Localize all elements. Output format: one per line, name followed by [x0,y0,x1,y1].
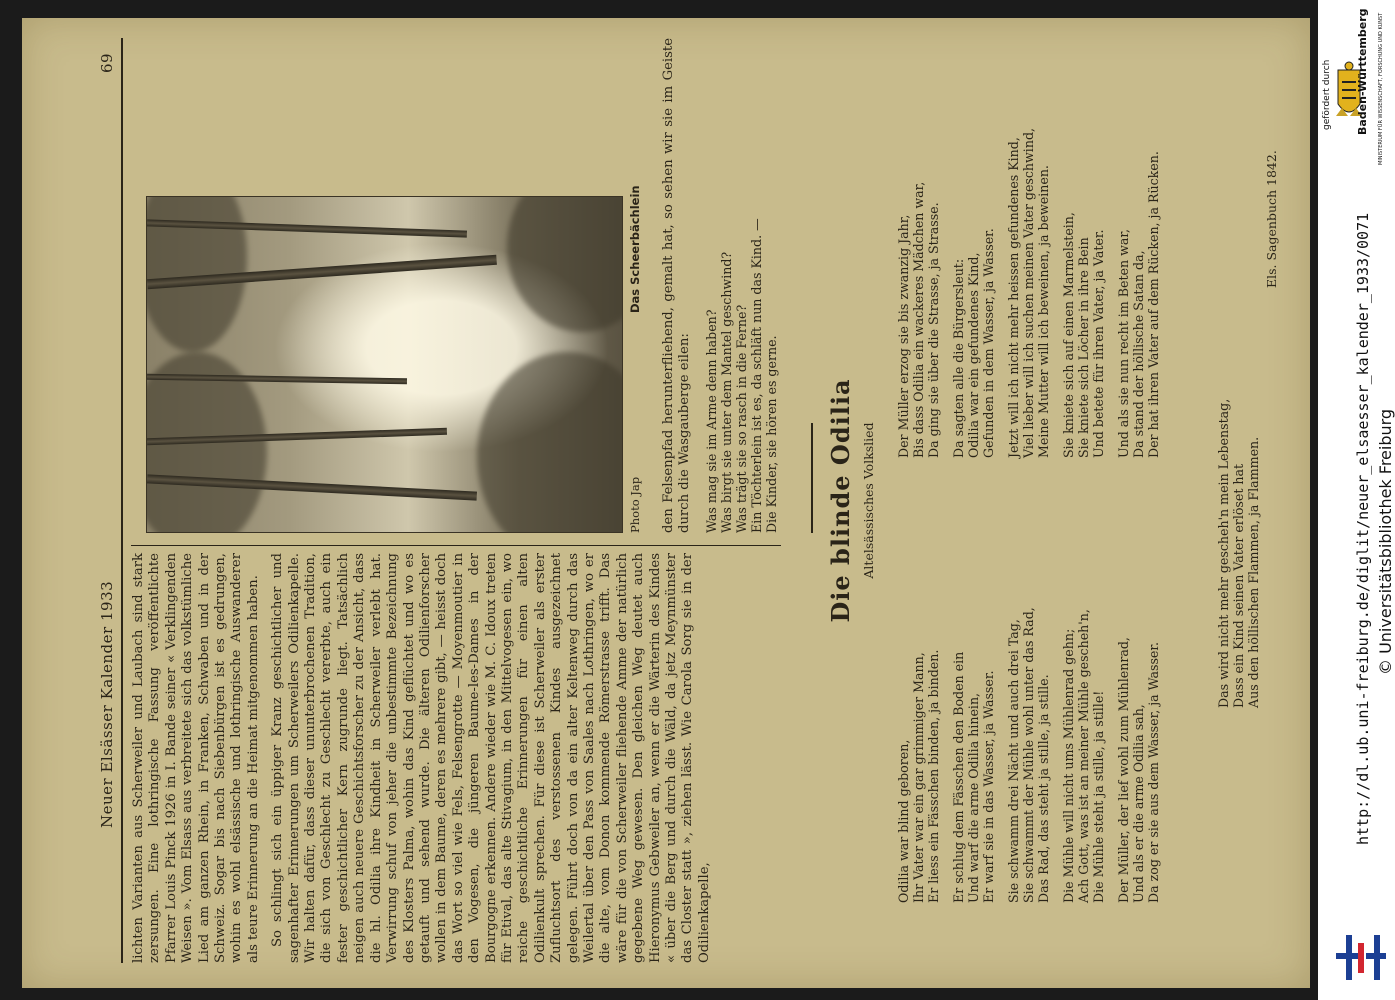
poem-line: Meine Mutter will ich beweinen, ja beweinen. [1036,165,1051,458]
permalink-url[interactable]: http://dl.ub.uni-freiburg.de/diglit/neuer_elsaesser_kalender_1933/0071 [1354,212,1372,845]
scanned-page [22,18,1310,988]
funded-by-label: gefördert durch [1322,59,1332,130]
column-divider [131,545,781,546]
poem-line: Jetzt will ich nicht mehr heissen gefundenes Kind, [1006,137,1021,458]
poem-subtitle: Altelsässisches Volkslied [861,422,876,579]
poem-line: Bis dass Odilia ein wackeres Mädchen war, [911,181,926,458]
poem-line: Da zog er sie aus dem Wasser, ja Wasser. [1146,641,1161,903]
poem-line: Sie schwammt der Mühle wohl unter das Rad, [1021,607,1036,903]
poem-line: Und warf die arme Odilia hinein, [966,692,981,903]
verse-line: Ein Töchterlein ist es, da schläft nun das Kind. — [749,218,764,533]
poem-line: Und als er die arme Odilia sah, [1131,704,1146,903]
poem-line: Aus den höllischen Flammen, ja Flammen. [1246,436,1261,708]
poem-line: Ach Gott, was ist an meiner Mühle gescheh'n, [1076,609,1091,903]
poem-line: Da stand der höllische Satan da, [1131,250,1146,458]
poem-line: Und betete für ihren Vater, ja Vater. [1091,229,1106,458]
poem-final-stanza [1216,288,1261,708]
library-logo-icon [1336,935,1386,980]
verse-line: Was trägt sie so rasch in die Ferne? [734,304,749,533]
ministry-name: MINISTERIUM FÜR WISSENSCHAFT, FORSCHUNG UND KUNST [1378,12,1384,165]
poem-line: Er liess ein Fässchen binden, ja binden. [926,649,941,903]
photo-credit: Photo Jap [628,476,642,533]
library-sidebar [1318,0,1395,1000]
poem-line: Das Rad, das steht ja stille, ja stille. [1036,674,1051,903]
poem-line: Ihr Vater war ein gar grimmiger Mann, [911,652,926,903]
verse-line: Was birgt sie unter dem Mantel geschwind? [719,251,734,533]
poem-line: Viel lieber will ich suchen meinen Vater geschwind, [1021,127,1036,458]
poem-title: Die blinde Odilia [826,378,855,623]
running-head: Neuer Elsässer Kalender 1933 [98,580,116,828]
poem-source: Els. Sagenbuch 1842. [1264,150,1279,288]
poem-line: Sie kniete sich Löcher in ihre Bein [1076,237,1091,458]
poem-line: Da sagten alle die Bürgersleut: [951,258,966,458]
page-content [36,28,1296,978]
photo-caption: Das Scheerbächlein [628,185,642,313]
poem-line: Dass ein Kind seinen Vater erlöset hat [1231,463,1246,708]
poem-line: Odilia war blind geboren, [896,739,911,903]
landscape-photo [146,196,623,533]
poem-left-column [896,483,1161,903]
paragraph: den Felsenpfad herunterfliehend, gemalt hat, so sehen wir sie im Geiste durch die Wasgauberge eilen: [661,38,693,533]
poem-right-column [896,28,1161,458]
poem-separator [811,423,813,533]
poem-line: Der hat ihren Vater auf dem Rücken, ja Rücken. [1146,151,1161,458]
paragraph: So schlingt sich ein üppiger Kranz geschichtlicher und sagenhafter Erinnerungen um Scherweilers Odilienkapelle. Wir halten dafür, dass dieser ununterbrochenen Tradition, die sich von Geschlecht zu Geschlecht vererbte, auch ein fester geschichtlicher Kern zugrunde liegt. Tatsächlich neigen auch neuere Geschichtsforscher zu der Ansicht, dass die hl. Odilia ihre Kindheit in Scherweiler verlebt hat. Verwirrung schuf von jeher die unbestimmte Bezeichnung des Klosters Palma, wohin das Kind geflüchtet und wo es getauft und sehend wurde. Die älteren Odilienforscher wollen in dem Baume, deren es mehrere gibt, — heisst doch das Wort so viel wie Fels, Felsengrotte — Moyenmoutier in den Vogesen, die jüngeren Baume-les-Dames in der Bourgogne erkennen. Andere wieder wie M. C. Idoux treten für Etival, das alte Stivagium, in den Mittelvogesen ein, wo reiche geschichtliche Erinnerungen für einen alten Odilienkult sprechen. Für diese ist Scherweiler als erster Zufluchtsort des verstossenen Kindes ausgezeichnet gelegen. Führt doch von da ein alter Keltenweg durch das Weilertal über den Pass von Saales nach Lothringen, wo er die alte, vom Donon kommende Römerstrasse trifft. Das wäre für die von Scherweiler fliehende Amme der natürlich gegebene Weg gewesen. Den gleichen Weg deutet auch Hieronymus Gebweiler an, wenn er die Wärterin des Kindes « über die Berg und durch die Wäld, da jetz Meynmünster das Closter statt », ziehen lässt. Wie Carola Sorg sie in der Odilienkapelle, [270,553,712,963]
poem-line: Sie kniete sich auf einen Marmelstein, [1061,212,1076,458]
state-name: Baden-Württemberg [1356,8,1369,135]
page-number: 69 [98,52,116,73]
poem-line: Und als sie nun recht im Beten war, [1116,228,1131,458]
poem-line: Die Mühle steht ja stille, ja stille! [1091,690,1106,903]
header-rule [121,38,123,963]
poem-line: Das wird nicht mehr gescheh'n mein Lebenstag, [1216,398,1231,708]
poem-line: Gefunden in dem Wasser, ja Wasser. [981,228,996,458]
poem-line: Er warf sie in das Wasser, ja Wasser. [981,670,996,903]
poem-line: Sie schwamm drei Nächt und auch drei Tag, [1006,619,1021,903]
poem-line: Er schlug dem Fässchen den Boden ein [951,651,966,903]
verse-line: Die Kinder, sie hören es gerne. [764,335,779,533]
poem-line: Der Müller erzog sie bis zwanzig Jahr, [896,214,911,458]
poem-line: Der Müller, der lief wohl zum Mühlenrad, [1116,637,1131,903]
poem-line: Da ging sie über die Strasse, ja Strasse. [926,202,941,458]
paragraph: lichten Varianten aus Scherweiler und Laubach sind stark zersungen. Eine lothringische Fassung veröffentlichte Pfarrer Louis Pinck 1926 in I. Bande seiner « Verklingenden Weisen ». Vom Elsass aus verbreitete sich das volkstümliche Lied am ganzen Rhein, in Franken, Schwaben und in der Schweiz. Sogar bis nach Siebenbürgen ist es gedrungen, wohin es wohl elsässische und lothringische Auswanderer als teure Erinnerung an die Heimat mitgenommen haben. [131,553,261,963]
verse-line: Was mag sie im Arme denn haben? [704,309,719,533]
poem-line: Die Mühle will nicht ums Mühlenrad gehn; [1061,628,1076,903]
quoted-verse [704,38,779,533]
left-column [131,553,713,963]
poem-line: Odilia war ein gefundenes Kind, [966,252,981,458]
copyright-notice: © Universitätsbibliothek Freiburg [1376,408,1395,675]
right-column [661,38,694,533]
